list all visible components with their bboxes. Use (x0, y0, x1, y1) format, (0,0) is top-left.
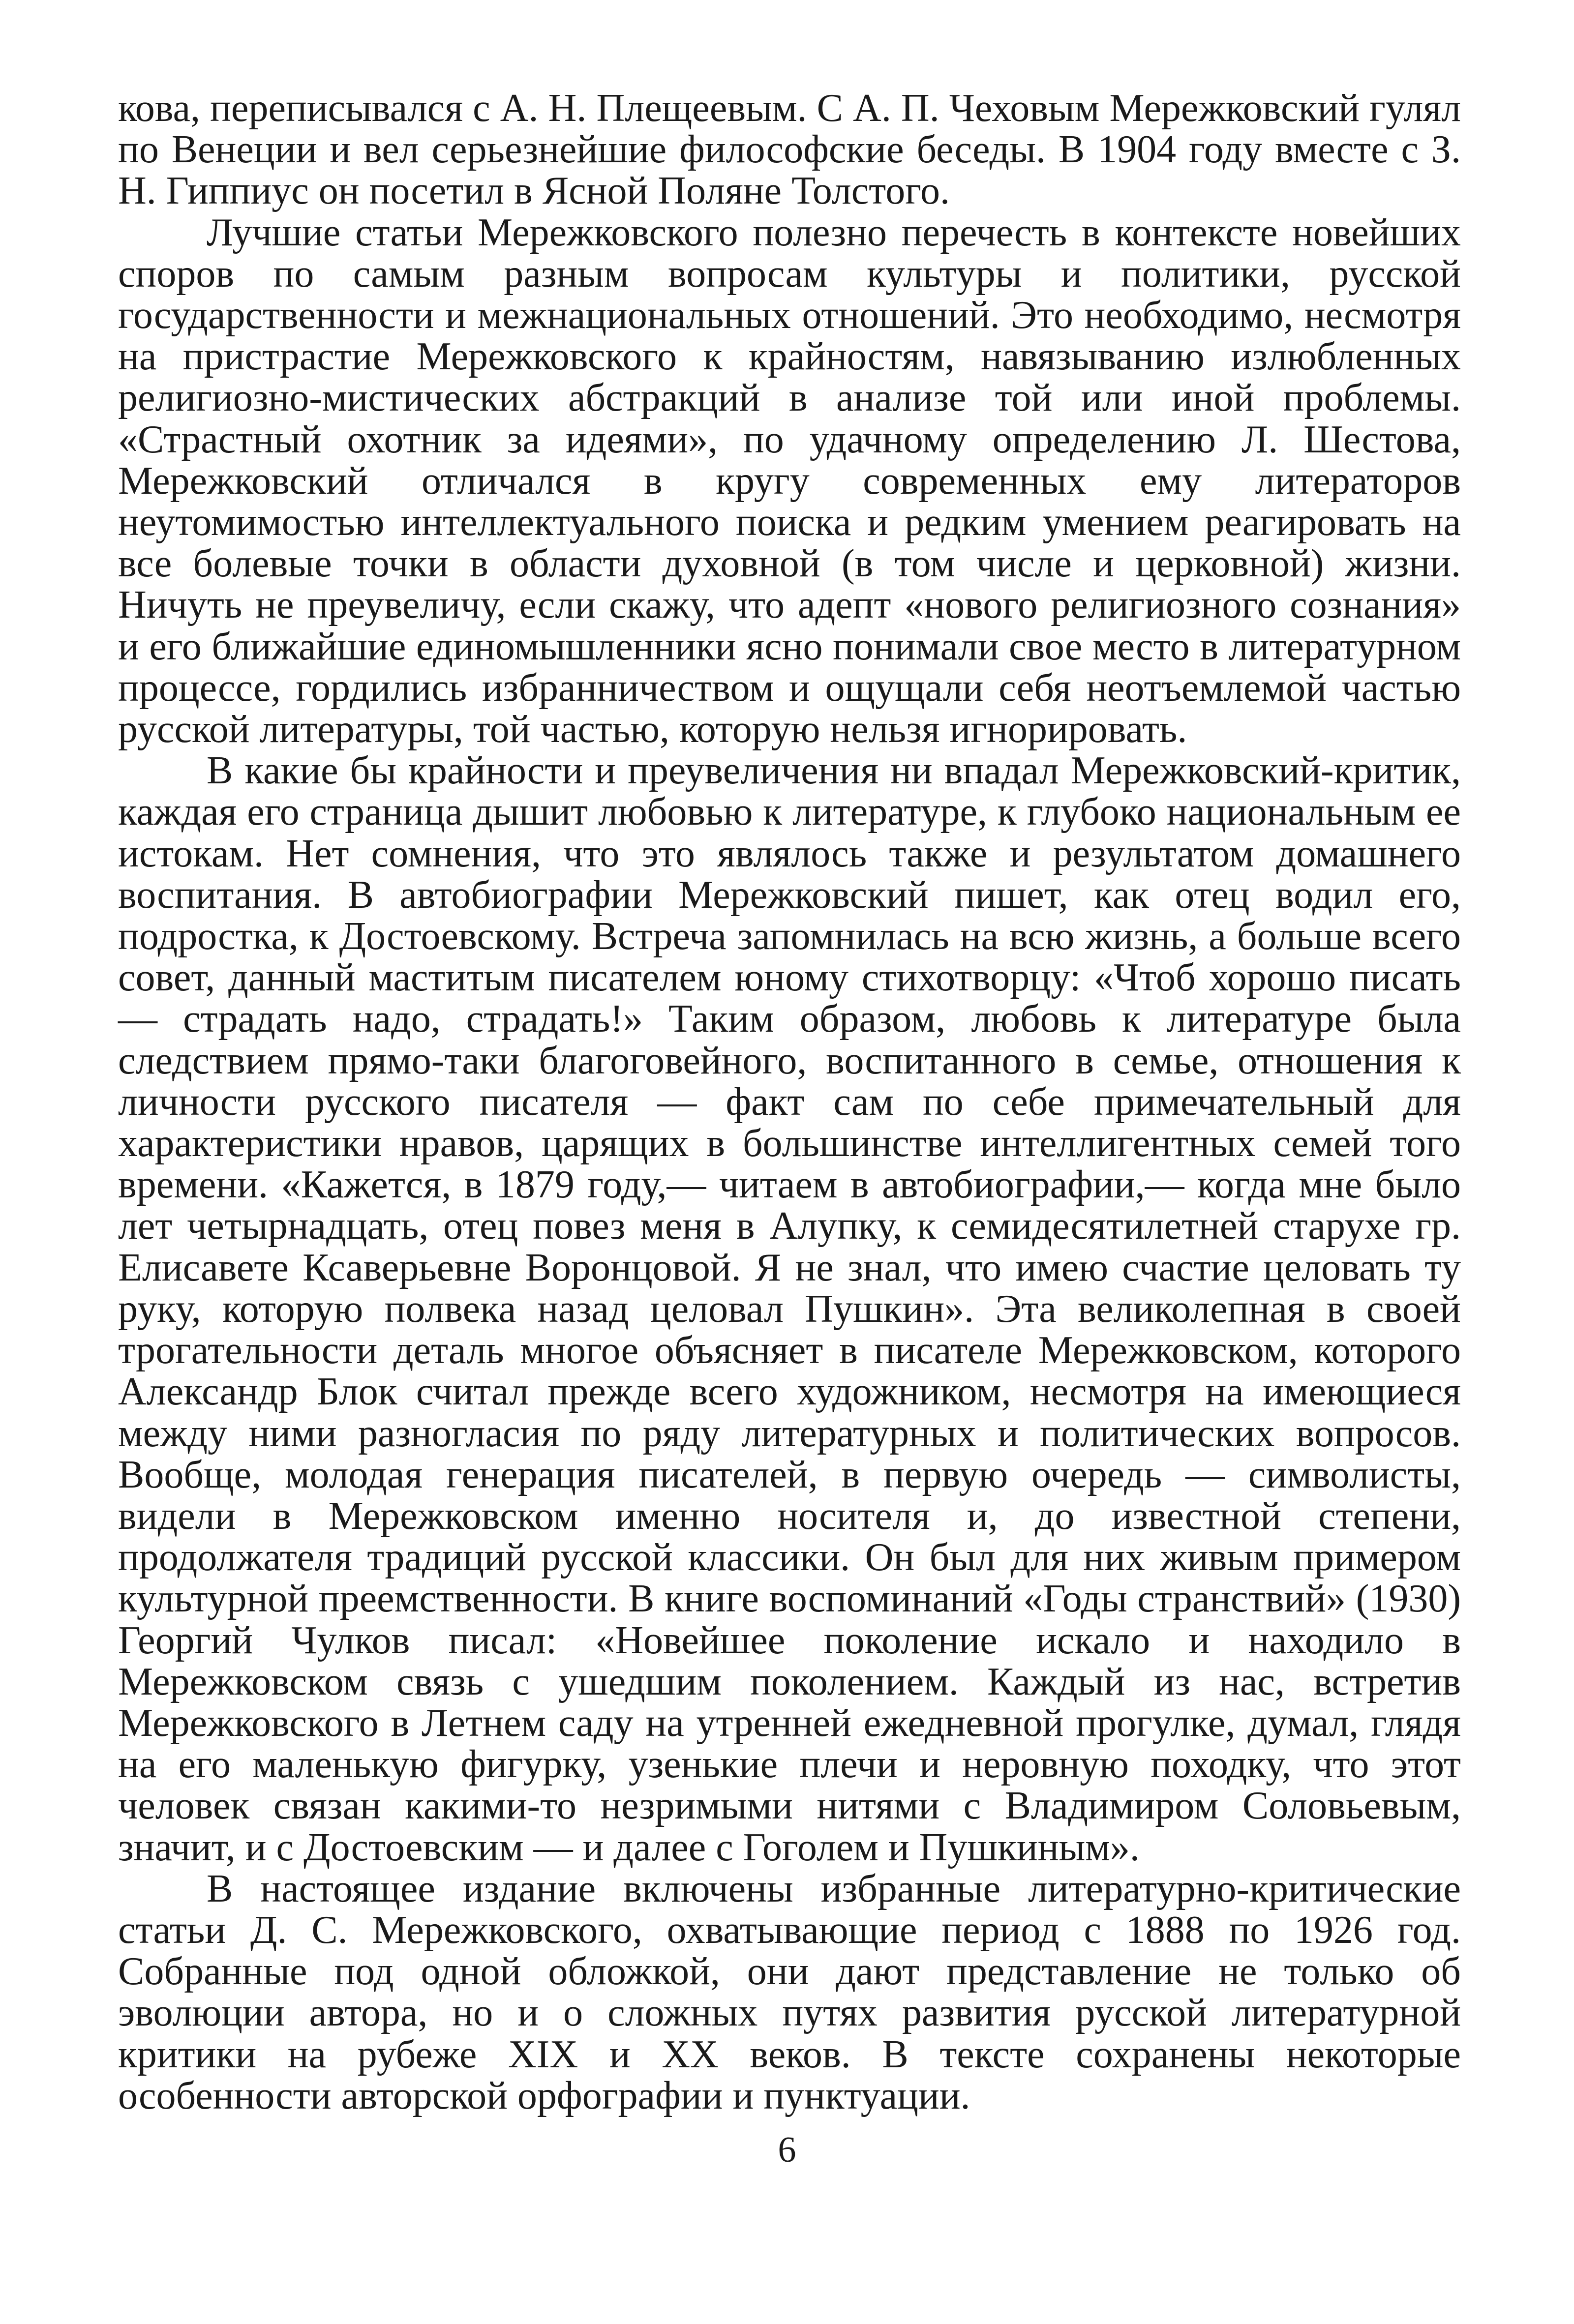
body-text (118, 88, 1461, 2116)
paragraph-1: кова, переписывался с А. Н. Плещеевым. С А. П. Чеховым Мережковский гулял по Венеции и вел серьезнейшие философские беседы. В 1904 году вместе с З. Н. Гиппиус он посетил в Ясной Поляне Толстого. (118, 87, 1461, 213)
page-number: 6 (778, 2130, 796, 2170)
paragraph-4: В настоящее издание включены избранные литературно-критические статьи Д. С. Мережковского, охватывающие период с 1888 по 1926 год. Собранные под одной обложкой, они дают представление не только об эволюции автора, но и о сложных путях развития русской литературной критики на рубеже XIX и XX веков. В тексте сохранены некоторые особенности авторской орфографии и пунктуации. (118, 1867, 1461, 2117)
paragraph-2: Лучшие статьи Мережковского полезно перечесть в контексте новейших споров по самым разным вопросам культуры и политики, русской государственности и межнациональных отношений. Это необходимо, несмотря на пристрастие Мережковского к крайностям, навязыванию излюбленных религиозно-мистических абстракций в анализе той или иной проблемы. «Страстный охотник за идеями», по удачному определению Л. Шестова, Мережковский отличался в кругу современных ему литераторов неутомимостью интеллектуального поиска и редким умением реагировать на все болевые точки в области духовной (в том числе и церковной) жизни. Ничуть не преувеличу, если скажу, что адепт «нового религиозного сознания» и его ближайшие единомышленники ясно понимали свое место в литературном процессе, гордились избранничеством и ощущали себя неотъемлемой частью русской литературы, той частью, которую нельзя игнорировать. (118, 210, 1461, 751)
paragraph-3: В какие бы крайности и преувеличения ни впадал Мережковский-критик, каждая его страница дышит любовью к литературе, к глубоко национальным ее истокам. Нет сомнения, что это являлось также и результатом домашнего воспитания. В автобиографии Мережковский пишет, как отец водил его, подростка, к Достоевскому. Встреча запомнилась на всю жизнь, а больше всего совет, данный маститым писателем юному стихотворцу: «Чтоб хорошо писать — страдать надо, страдать!» Таким образом, любовь к литературе была следствием прямо-таки благоговейного, воспитанного в семье, отношения к личности русского писателя — факт сам по себе примечательный для характеристики нравов, царящих в большинстве интеллигентных семей того времени. «Кажется, в 1879 году,— читаем в автобиографии,— когда мне было лет четырнадцать, отец повез меня в Алупку, к семидесятилетней старухе гр. Елисавете Ксаверьевне Воронцовой. Я не знал, что имею счастие целовать ту руку, которую полвека назад целовал Пушкин». Эта великолепная в своей трогательности деталь многое объясняет в писателе Мережковском, которого Александр Блок считал прежде всего художником, несмотря на имеющиеся между ними разногласия по ряду литературных и политических вопросов. Вообще, молодая генерация писателей, в первую очередь — символисты, видели в Мережковском именно носителя и, до известной степени, продолжателя традиций русской классики. Он был для них живым примером культурной преемственности. В книге воспоминаний «Годы странствий» (1930) Георгий Чулков писал: «Новейшее поколение искало и находило в Мережковском связь с ушедшим поколением. Каждый из нас, встретив Мережковского в Летнем саду на утренней ежедневной прогулке, думал, глядя на его маленькую фигурку, узенькие плечи и неровную походку, что этот человек связан какими-то незримыми нитями с Владимиром Соловьевым, значит, и с Достоевским — и далее с Гоголем и Пушкиным». (118, 749, 1461, 1869)
